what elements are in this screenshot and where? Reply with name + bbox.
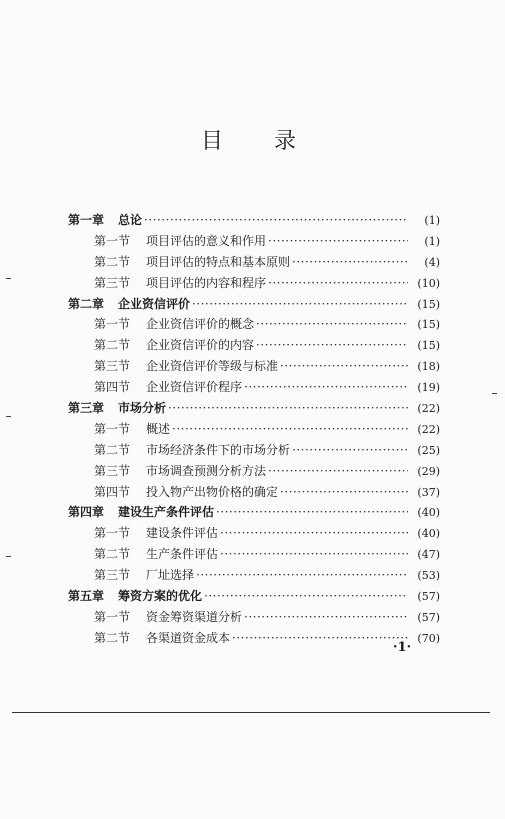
dot-leader (280, 359, 408, 373)
entry-title: 厂址选择 (146, 568, 195, 583)
toc-section-entry (68, 378, 440, 399)
toc-section-entry (68, 545, 440, 566)
entry-title: 企业资信评价等级与标准 (146, 359, 279, 374)
entry-label: 第一节 (94, 526, 131, 541)
dot-leader (204, 589, 408, 603)
entry-title: 企业资信评价的内容 (146, 338, 255, 353)
entry-label: 第一节 (94, 233, 131, 248)
entry-label: 第一章 (68, 213, 105, 227)
dot-leader (268, 276, 408, 290)
entry-label: 第二节 (94, 442, 131, 457)
entry-page-number: (47) (417, 548, 440, 562)
margin-mark (6, 278, 11, 279)
table-of-contents (68, 211, 440, 650)
toc-chapter-entry (68, 295, 440, 316)
toc-section-entry (68, 608, 440, 629)
entry-page-number: (10) (417, 276, 440, 290)
dot-leader (144, 213, 408, 227)
dot-leader (280, 485, 408, 499)
entry-label: 第三章 (68, 401, 105, 416)
toc-section-entry (68, 629, 440, 650)
dot-leader (268, 464, 408, 478)
dot-leader (292, 443, 408, 457)
entry-title: 市场调查预测分析方法 (146, 463, 267, 478)
entry-label: 第二节 (94, 254, 131, 269)
entry-title: 市场分析 (118, 401, 167, 416)
dot-leader (172, 422, 408, 436)
entry-page-number: (53) (417, 569, 440, 583)
entry-page-number: (19) (417, 381, 440, 395)
entry-label: 第二章 (68, 296, 105, 311)
dot-leader (196, 568, 408, 582)
page-folio: ·1· (393, 640, 412, 655)
toc-section-entry (68, 315, 440, 336)
entry-label: 第一节 (94, 317, 131, 332)
toc-section-entry (68, 462, 440, 483)
entry-label: 第四节 (94, 484, 131, 499)
entry-title: 市场经济条件下的市场分析 (146, 442, 291, 457)
entry-label: 第三节 (94, 359, 131, 374)
dot-leader (168, 401, 408, 415)
entry-page-number: (40) (417, 506, 440, 520)
entry-page-number: (1) (424, 234, 440, 248)
entry-page-number: (57) (417, 610, 440, 624)
entry-page-number: (15) (417, 297, 440, 311)
bottom-rule (12, 712, 490, 713)
entry-page-number: (70) (417, 631, 440, 645)
dot-leader (244, 610, 408, 624)
entry-title: 企业资信评价的概念 (146, 317, 255, 332)
toc-chapter-entry (68, 399, 440, 420)
entry-title: 建设条件评估 (146, 526, 219, 541)
entry-page-number: (22) (417, 402, 440, 416)
entry-page-number: (15) (417, 339, 440, 353)
dot-leader (292, 255, 408, 269)
entry-label: 第三节 (94, 463, 131, 478)
entry-title: 项目评估的内容和程序 (146, 275, 267, 290)
entry-label: 第一节 (94, 421, 131, 436)
margin-mark (6, 416, 11, 417)
entry-label: 第四章 (68, 505, 105, 520)
toc-section-entry (68, 483, 440, 504)
entry-label: 第三节 (94, 568, 131, 583)
dot-leader (216, 505, 408, 519)
toc-section-entry (68, 274, 440, 295)
entry-title: 各渠道资金成本 (146, 630, 231, 645)
entry-page-number: (22) (417, 422, 440, 436)
entry-title: 项目评估的意义和作用 (146, 233, 267, 248)
dot-leader (220, 526, 408, 540)
dot-leader (192, 297, 408, 311)
entry-page-number: (4) (424, 255, 440, 269)
toc-title: 目 录 (201, 129, 318, 154)
dot-leader (220, 547, 408, 561)
dot-leader (244, 380, 408, 394)
entry-label: 第二节 (94, 547, 131, 562)
entry-title: 项目评估的特点和基本原则 (146, 254, 291, 269)
toc-section-entry (68, 420, 440, 441)
entry-page-number: (37) (417, 485, 440, 499)
entry-title: 总论 (118, 213, 143, 227)
toc-chapter-entry (68, 503, 440, 524)
dot-leader (232, 631, 408, 645)
toc-chapter-entry (68, 587, 440, 608)
entry-page-number: (15) (417, 318, 440, 332)
entry-label: 第一节 (94, 609, 131, 624)
toc-section-entry (68, 524, 440, 545)
toc-section-entry (68, 357, 440, 378)
entry-title: 投入物产出物价格的确定 (146, 484, 279, 499)
entry-title: 筹资方案的优化 (118, 589, 203, 604)
dot-leader (256, 317, 408, 331)
toc-section-entry (68, 232, 440, 253)
toc-section-entry (68, 253, 440, 274)
entry-title: 建设生产条件评估 (118, 505, 215, 520)
entry-label: 第二节 (94, 630, 131, 645)
entry-page-number: (1) (424, 214, 440, 227)
toc-section-entry (68, 441, 440, 462)
entry-page-number: (57) (417, 590, 440, 604)
entry-title: 概述 (146, 421, 171, 436)
toc-section-entry (68, 566, 440, 587)
entry-label: 第三节 (94, 275, 131, 290)
margin-mark (492, 393, 497, 394)
entry-label: 第五章 (68, 589, 105, 604)
entry-label: 第四节 (94, 380, 131, 395)
entry-title: 资金筹资渠道分析 (146, 609, 243, 624)
toc-section-entry (68, 336, 440, 357)
margin-mark (6, 556, 11, 557)
toc-chapter-entry (68, 211, 440, 232)
entry-page-number: (29) (417, 464, 440, 478)
entry-page-number: (18) (417, 360, 440, 374)
entry-title: 生产条件评估 (146, 547, 219, 562)
entry-title: 企业资信评价 (118, 296, 191, 311)
entry-page-number: (40) (417, 527, 440, 541)
dot-leader (268, 234, 408, 248)
entry-title: 企业资信评价程序 (146, 380, 243, 395)
entry-label: 第二节 (94, 338, 131, 353)
entry-page-number: (25) (417, 443, 440, 457)
dot-leader (256, 338, 408, 352)
